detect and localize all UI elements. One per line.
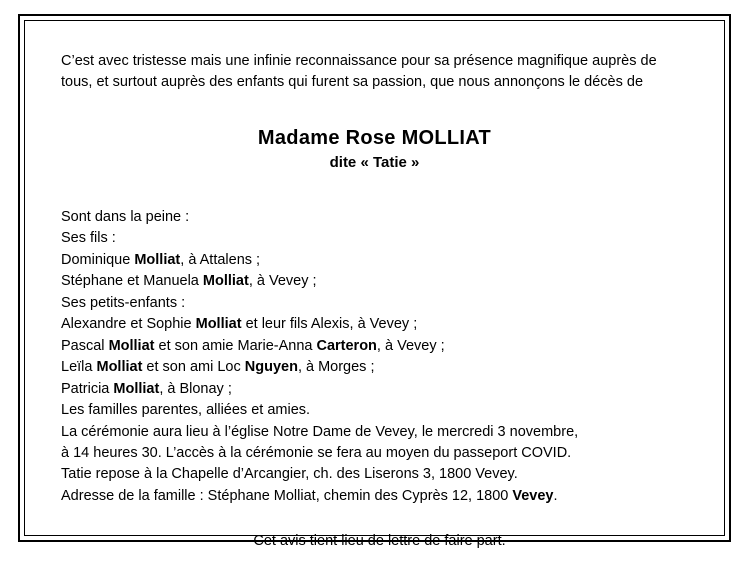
family-list-line: Pascal Molliat et son amie Marie-Anna Carteron, à Vevey ;: [61, 337, 445, 354]
obituary-notice-frame: [18, 14, 731, 550]
deceased-block: [61, 127, 688, 171]
intro-paragraph: C’est avec tristesse mais une infinie reconnaissance pour sa présence magnifique auprès de tous, et surtout auprès des enfants qui furent sa passion, que nous annonçons le décès de: [61, 53, 657, 91]
family-list-line: à 14 heures 30. L’accès à la cérémonie se fera au moyen du passeport COVID.: [61, 445, 572, 462]
deceased-name: Madame Rose MOLLIAT: [257, 127, 492, 150]
family-list-line: Ses fils :: [61, 230, 116, 247]
family-list-line: Sont dans la peine :: [61, 209, 190, 226]
family-list-line: Leïla Molliat et son ami Loc Nguyen, à Morges ;: [61, 359, 375, 376]
family-list-line: Alexandre et Sophie Molliat et leur fils Alexis, à Vevey ;: [61, 316, 418, 333]
family-list: [61, 207, 688, 507]
family-list-line: Stéphane et Manuela Molliat, à Vevey ;: [61, 273, 317, 290]
family-list-line: Les familles parentes, alliées et amies.: [61, 402, 311, 419]
obituary-notice-inner: [24, 20, 725, 550]
family-list-line: Adresse de la famille : Stéphane Molliat, chemin des Cyprès 12, 1800 Vevey.: [61, 487, 558, 504]
family-list-line: Ses petits-enfants :: [61, 294, 186, 311]
family-list-line: Tatie repose à la Chapelle d’Arcangier, ch. des Liserons 3, 1800 Vevey.: [61, 466, 518, 483]
family-list-line: Patricia Molliat, à Blonay ;: [61, 380, 232, 397]
family-list-line: Dominique Molliat, à Attalens ;: [61, 251, 261, 268]
closing-note: Cet avis tient lieu de lettre de faire part.: [253, 533, 506, 550]
deceased-alias: dite « Tatie »: [329, 154, 420, 172]
family-list-line: La cérémonie aura lieu à l’église Notre Dame de Vevey, le mercredi 3 novembre,: [61, 423, 579, 440]
